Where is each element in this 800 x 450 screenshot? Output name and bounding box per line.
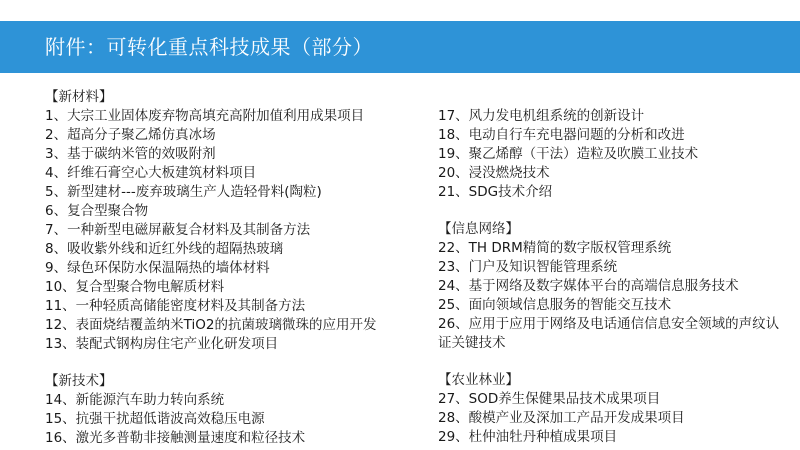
left-column bbox=[45, 88, 425, 448]
list-item: 14、新能源汽车助力转向系统 bbox=[45, 392, 225, 408]
list-item: 29、杜仲油牡丹种植成果项目 bbox=[438, 429, 618, 445]
list-item: 6、复合型聚合物 bbox=[45, 203, 149, 219]
list-item: 12、表面烧结覆盖纳米TiO2的抗菌玻璃微珠的应用开发 bbox=[45, 317, 377, 333]
list-item: 23、门户及知识智能管理系统 bbox=[438, 259, 618, 275]
list-item: 28、酸模产业及深加工产品开发成果项目 bbox=[438, 410, 685, 426]
list-item: 8、吸收紫外线和近红外线的超隔热玻璃 bbox=[45, 241, 284, 257]
list-item: 22、TH DRM精简的数字版权管理系统 bbox=[438, 240, 672, 256]
list-item: 18、电动自行车充电器问题的分析和改进 bbox=[438, 127, 685, 143]
list-item: 15、抗强干扰超低谐波高效稳压电源 bbox=[45, 411, 265, 427]
list-item: 19、聚乙烯醇（干法）造粒及吹膜工业技术 bbox=[438, 146, 699, 162]
page-title: 附件：可转化重点科技成果（部分） bbox=[45, 35, 373, 59]
list-item: 25、面向领域信息服务的智能交互技术 bbox=[438, 297, 672, 313]
section-heading: 【新材料】 bbox=[45, 89, 113, 105]
list-item: 3、基于碳纳米管的效吸附剂 bbox=[45, 146, 216, 162]
section-gap bbox=[45, 354, 425, 372]
list-item: 1、大宗工业固体废弃物高填充高附加值利用成果项目 bbox=[45, 108, 365, 124]
list-item: 27、SOD养生保健果品技术成果项目 bbox=[438, 391, 661, 407]
list-item: 4、纤维石膏空心大板建筑材料项目 bbox=[45, 165, 257, 181]
right-column bbox=[438, 88, 788, 447]
section-heading: 【农业林业】 bbox=[438, 372, 519, 388]
list-item: 16、激光多普勒非接触测量速度和粒径技术 bbox=[45, 430, 306, 446]
list-item: 20、浸没燃烧技术 bbox=[438, 165, 550, 181]
section-heading: 【新技术】 bbox=[45, 373, 113, 389]
section-new-technology bbox=[45, 372, 425, 448]
header-bar bbox=[0, 21, 800, 73]
list-item: 11、一种轻质高储能密度材料及其制备方法 bbox=[45, 298, 306, 314]
list-item: 10、复合型聚合物电解质材料 bbox=[45, 279, 225, 295]
list-item: 24、基于网络及数字媒体平台的高端信息服务技术 bbox=[438, 278, 739, 294]
section-technology-continued bbox=[438, 88, 788, 202]
list-item: 17、风力发电机组系统的创新设计 bbox=[438, 108, 645, 124]
section-agriculture-forestry bbox=[438, 371, 788, 447]
section-gap bbox=[438, 353, 788, 371]
list-item: 5、新型建材---废弃玻璃生产人造轻骨料(陶粒) bbox=[45, 184, 322, 200]
list-item: 7、一种新型电磁屏蔽复合材料及其制备方法 bbox=[45, 222, 311, 238]
list-item: 21、SDG技术介绍 bbox=[438, 184, 553, 200]
section-information-network bbox=[438, 220, 788, 353]
list-item: 13、装配式钢构房住宅产业化研发项目 bbox=[45, 336, 279, 352]
section-gap bbox=[438, 202, 788, 220]
list-item: 26、应用于应用于网络及电话通信信息安全领域的声纹认证关键技术 bbox=[438, 316, 780, 351]
section-new-materials bbox=[45, 88, 425, 354]
list-item: 2、超高分子聚乙烯仿真冰场 bbox=[45, 127, 216, 143]
list-item: 9、绿色环保防水保温隔热的墙体材料 bbox=[45, 260, 270, 276]
section-heading: 【信息网络】 bbox=[438, 221, 519, 237]
